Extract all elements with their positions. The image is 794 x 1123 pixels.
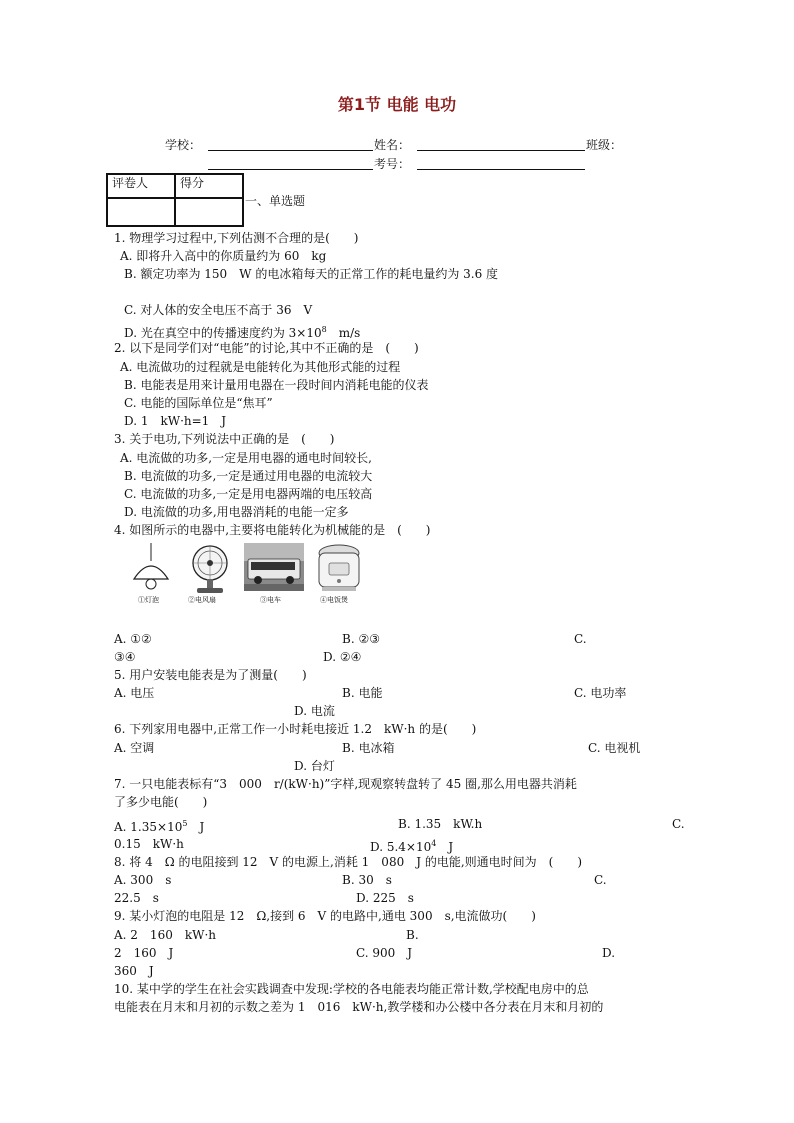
q10-stem-line1: 10. 某中学的学生在社会实践调查中发现:学校的各电能表均能正常计数,学校配电房中的总: [114, 982, 589, 996]
section-heading: 一、单选题: [245, 194, 306, 208]
q8-stem: 8. 将 4 Ω 的电阻接到 12 V 的电源上,消耗 1 080 J 的电能,则通电时间为 ( ): [114, 855, 583, 869]
q9-option-a: A. 2 160 kW·h: [114, 928, 216, 942]
q1-option-c: C. 对人体的安全电压不高于 36 V: [124, 303, 313, 317]
q6-option-b: B. 电冰箱: [342, 741, 395, 755]
q2-option-c: C. 电能的国际单位是“焦耳”: [124, 396, 273, 410]
q4-option-c: C.: [574, 632, 587, 646]
q5-option-b: B. 电能: [342, 686, 383, 700]
q6-option-d: D. 台灯: [294, 759, 335, 773]
q7-option-b: B. 1.35 kW.h: [398, 817, 483, 831]
q8-option-b: B. 30 s: [342, 873, 392, 887]
q4-option-d: D. ②④: [323, 650, 362, 664]
q7-stem-line2: 了多少电能( ): [114, 795, 208, 809]
q6-option-c: C. 电视机: [588, 741, 641, 755]
class-blank: [208, 169, 373, 170]
name-blank: [417, 150, 585, 151]
reviewer-cell: [107, 198, 175, 226]
q7-option-d: D. $5.4\times 10^4$ J: [370, 839, 454, 854]
q1-option-a: A. 即将升入高中的你质量约为 60 kg: [120, 249, 327, 263]
q2-stem: 2. 以下是同学们对“电能”的讨论,其中不正确的是 ( ): [114, 341, 419, 355]
score-cell: [175, 198, 243, 226]
q9-option-d: D.: [602, 946, 616, 960]
q7-option-c: C.: [672, 817, 685, 831]
score-table: [106, 173, 244, 227]
q8-option-c-cont: 22.5 s: [114, 891, 159, 905]
q2-option-b: B. 电能表是用来计量用电器在一段时间内消耗电能的仪表: [124, 378, 429, 392]
q10-stem-line2: 电能表在月末和月初的示数之差为 1 016 kW·h,教学楼和办公楼中各分表在月末和月初的: [114, 1000, 604, 1014]
exam-no-blank: [417, 169, 585, 170]
electric-bus-image: [244, 543, 304, 594]
q9-stem: 9. 某小灯泡的电阻是 12 Ω,接到 6 V 的电路中,通电 300 s,电流做功( ): [114, 909, 536, 923]
q2-option-a: A. 电流做功的过程就是电能转化为其他形式能的过程: [120, 360, 401, 374]
q4-option-a: A. ①②: [114, 632, 152, 646]
q3-option-c: C. 电流做的功多,一定是用电器两端的电压较高: [124, 487, 373, 501]
q9-option-b: B.: [406, 928, 419, 942]
q4-caption-1: ①灯泡: [138, 596, 159, 604]
q6-stem: 6. 下列家用电器中,正常工作一小时耗电接近 1.2 kW·h 的是( ): [114, 722, 477, 736]
q8-option-d: D. 225 s: [356, 891, 414, 905]
q8-option-a: A. 300 s: [114, 873, 172, 887]
q9-option-d-cont: 360 J: [114, 964, 154, 978]
q1-option-d: D. 光在真空中的传播速度约为 $3\times 10^8$ m/s: [124, 325, 361, 340]
q1-stem: 1. 物理学习过程中,下列估测不合理的是( ): [114, 231, 359, 245]
q3-option-a: A. 电流做的功多,一定是用电器的通电时间较长,: [120, 451, 372, 465]
q4-caption-2: ②电风扇: [188, 596, 216, 604]
q8-option-c: C.: [594, 873, 607, 887]
school-label: 学校：: [165, 138, 202, 152]
class-label: 班级：: [586, 138, 623, 152]
exam-no-label: 考号：: [374, 157, 411, 171]
q5-option-c: C. 电功率: [574, 686, 627, 700]
reviewer-header: 评卷人: [107, 174, 175, 198]
q4-option-c-cont: ③④: [114, 650, 136, 664]
q1-option-b: B. 额定功率为 150 W 的电冰箱每天的正常工作的耗电量约为 3.6 度: [124, 267, 499, 281]
rice-cooker-image: [314, 543, 364, 598]
q3-option-b: B. 电流做的功多,一定是通过用电器的电流较大: [124, 469, 373, 483]
q7-option-c-cont: 0.15 kW·h: [114, 837, 184, 851]
score-header: 得分: [175, 174, 243, 198]
lamp-image: [126, 543, 176, 598]
q9-option-c: C. 900 J: [356, 946, 413, 960]
q9-option-b-cont: 2 160 J: [114, 946, 174, 960]
electric-fan-image: [184, 543, 236, 598]
name-label: 姓名：: [374, 138, 411, 152]
school-blank: [208, 150, 373, 151]
q5-option-d: D. 电流: [294, 704, 335, 718]
q4-stem: 4. 如图所示的电器中,主要将电能转化为机械能的是 ( ): [114, 523, 431, 537]
q5-option-a: A. 电压: [114, 686, 155, 700]
q3-stem: 3. 关于电功,下列说法中正确的是 ( ): [114, 432, 335, 446]
q2-option-d: D. 1 kW·h=1 J: [124, 414, 227, 428]
q4-option-b: B. ②③: [342, 632, 380, 646]
q4-caption-3: ③电车: [260, 596, 281, 604]
q6-option-a: A. 空调: [114, 741, 155, 755]
q7-stem-line1: 7. 一只电能表标有“3 000 r/(kW·h)”字样,现观察转盘转了 45 圈,那么用电器共消耗: [114, 777, 577, 791]
q3-option-d: D. 电流做的功多,用电器消耗的电能一定多: [124, 505, 349, 519]
q7-option-a: A. $1.35\times 10^5$ J: [114, 819, 205, 834]
page-title: 第1节 电能 电功: [337, 95, 457, 114]
q5-stem: 5. 用户安装电能表是为了测量( ): [114, 668, 307, 682]
q4-caption-4: ④电饭煲: [320, 596, 348, 604]
